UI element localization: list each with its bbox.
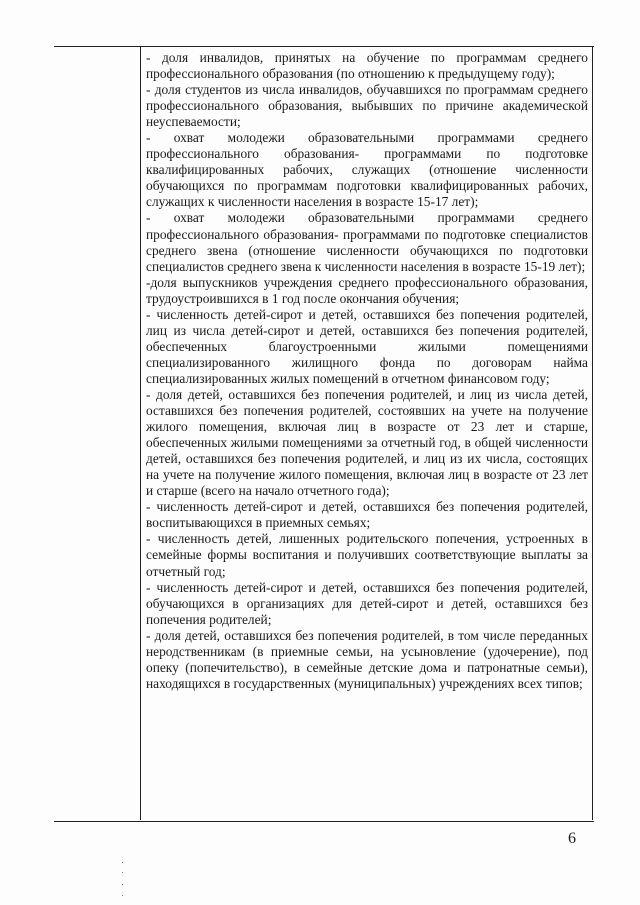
list-item: - охват молодежи образовательными программами среднего профессионального образования- программами по подготовке квалифицированных рабочих, служащих (отношение численности обучающихся по программам подготовки квалифицированных рабочих, служащих к численности населения в возрасте 15-17 лет); [146,130,588,210]
scan-artifact [122,862,123,863]
list-item: - доля детей, оставшихся без попечения родителей, и лиц из числа детей, оставшихся без попечения родителей, состоявших на учете на получение жилого помещения, включая лиц в возрасте от 23 лет и старше, обеспеченных жилыми помещениями за отчетный год, в общей численности детей, оставшихся без попечения родителей, и лиц из их числа, состоящих на учете на получение жилого помещения, включая лиц в возрасте от 23 лет и старше (всего на начало отчетного года); [146,386,588,499]
list-item: - численность детей-сирот и детей, оставшихся без попечения родителей, воспитывающихся в приемных семьях; [146,499,588,531]
table-right-border [592,46,593,820]
list-item: - охват молодежи образовательными программами среднего профессионального образования- программами по подготовке специалистов среднего звена (отношение численности обучающихся по подготовки специалистов среднего звена к численности населения в возрасте 15-19 лет); [146,210,588,274]
table-left-column [54,46,141,820]
list-item: - доля студентов из числа инвалидов, обучавшихся по программам среднего профессионального образования, выбывших по причине академической неуспеваемости; [146,82,588,130]
list-item: - численность детей-сирот и детей, оставшихся без попечения родителей, обучающихся в организациях для детей-сирот и детей, оставшихся без попечения родителей; [146,579,588,627]
scan-artifact [122,895,123,896]
list-item: - доля инвалидов, принятых на обучение по программам среднего профессионального образования (по отношению к предыдущему году); [146,50,588,82]
scan-artifact [122,884,123,885]
page-number: 6 [568,830,576,847]
list-item: - численность детей, лишенных родительского попечения, устроенных в семейные формы воспитания и получивших соответствующие выплаты за отчетный год; [146,531,588,579]
scan-artifact [122,872,123,873]
list-item: - численность детей-сирот и детей, оставшихся без попечения родителей, лиц из числа детей-сирот и детей, оставшихся без попечения родителей, обеспеченных благоустроенными жилыми помещениями специализированного жилищного фонда по договорам найма специализированных жилых помещений в отчетном финансовом году; [146,306,588,386]
list-item: -доля выпускников учреждения среднего профессионального образования, трудоустроившихся в 1 год после окончания обучения; [146,274,588,306]
list-item: - доля детей, оставшихся без попечения родителей, в том числе переданных неродственникам (в приемные семьи, на усыновление (удочерение), под опеку (попечительство), в семейные детские дома и патронатные семьи), находящихся в государственных (муниципальных) учреждениях всех типов; [146,627,588,691]
table-cell-text [146,50,588,692]
